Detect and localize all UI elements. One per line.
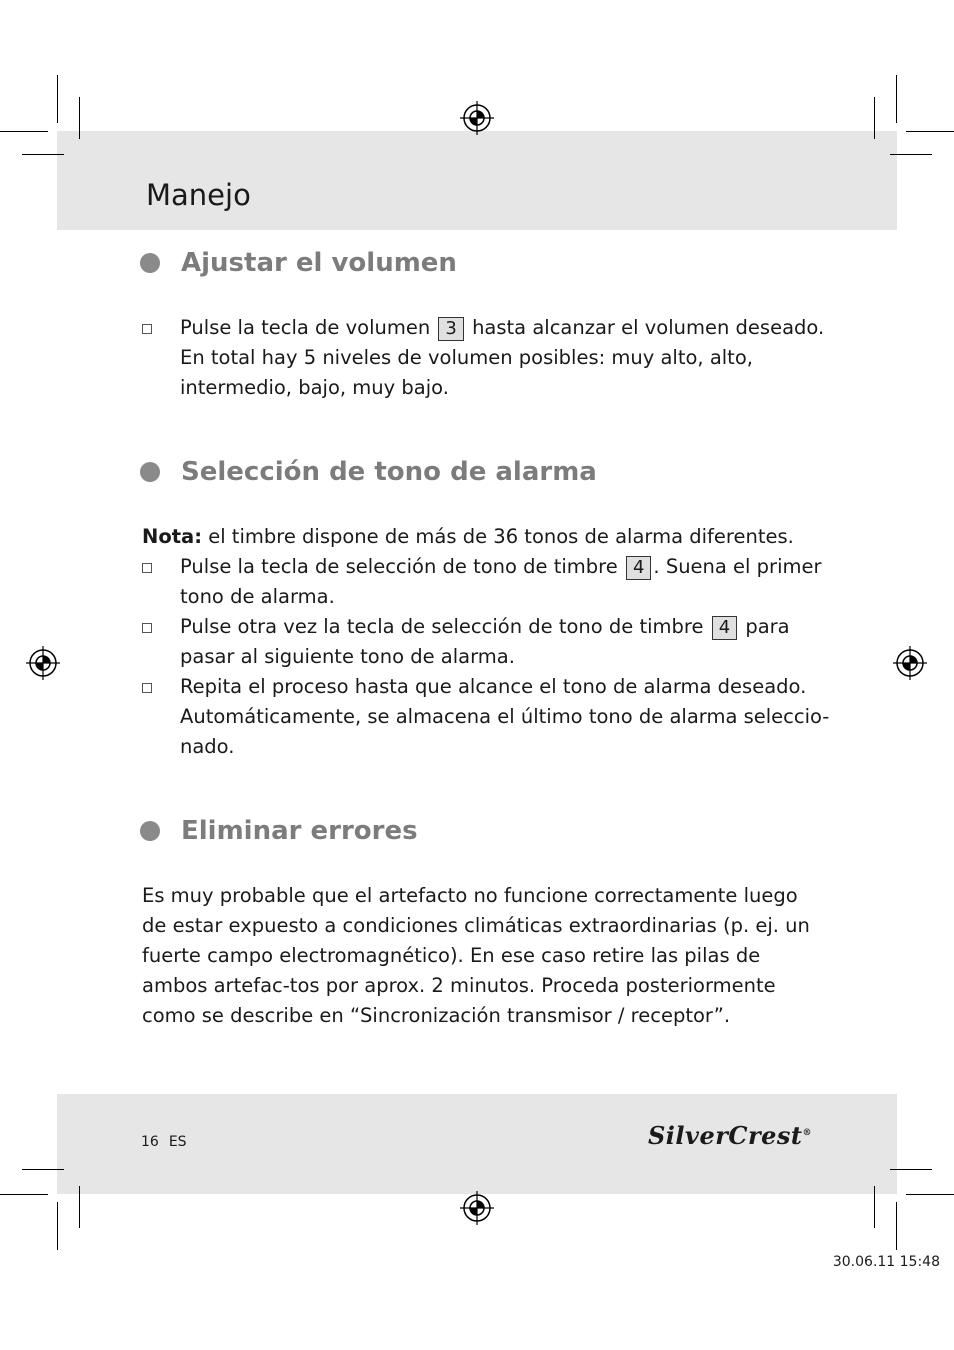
page-title: Manejo [146,178,251,212]
crop-mark [22,154,64,155]
registration-mark-icon [893,646,927,680]
section-heading-troubleshooting [140,816,418,846]
crop-mark [890,154,932,155]
note-label: Nota: [142,525,202,548]
crop-mark [79,1186,80,1228]
checkbox-square-icon [142,324,152,334]
crop-mark [0,1194,48,1195]
registration-mark-icon [26,646,60,680]
crop-mark [896,1202,897,1250]
crop-mark [890,1169,932,1170]
section-heading-text: Selección de tono de alarma [181,457,597,487]
registration-mark-icon [460,1191,494,1225]
crop-mark [906,1194,954,1195]
volume-steps-list [142,313,832,403]
section-heading-text: Ajustar el volumen [181,248,457,278]
crop-mark [57,75,58,123]
language-code: ES [168,1134,187,1150]
crop-mark [0,131,48,132]
registered-mark: ® [802,1128,812,1138]
bullet-dot-icon [140,821,160,841]
crop-mark [79,97,80,139]
section-heading-alarm-tone [140,457,597,487]
note-text: el timbre dispone de más de 36 tonos de alarma diferentes. [202,525,794,548]
section-heading-text: Eliminar errores [181,816,418,846]
key-reference: 3 [438,317,463,341]
list-item [142,672,832,762]
step-text: Pulse otra vez la tecla de selección de tono de timbre [180,615,710,638]
crop-mark [896,75,897,123]
section-heading-volume [140,248,457,278]
crop-mark [874,97,875,139]
checkbox-square-icon [142,623,152,633]
checkbox-square-icon [142,683,152,693]
alarm-tone-steps-list [142,552,832,762]
troubleshooting-paragraph: Es muy probable que el artefacto no funcione correctamente luego de estar expuesto a condiciones climáticas extraordinarias (p. ej. un fuerte campo electromagnético). En ese caso retire las pilas de ambos artefac-tos por aprox. 2 minutos. Proceda posteriormente como se describe en “Sincronización transmisor / receptor”. [142,884,810,1027]
list-item [142,313,832,403]
crop-mark [57,1202,58,1250]
page-number: 16 [141,1134,159,1150]
bullet-dot-icon [140,462,160,482]
key-reference: 4 [712,616,737,640]
print-timestamp: 30.06.11 15:48 [832,1254,940,1270]
step-text: Pulse la tecla de selección de tono de timbre [180,555,624,578]
bullet-dot-icon [140,253,160,273]
brand-name: SilverCrest [647,1121,803,1150]
list-item [142,612,832,672]
footer-page-info [141,1134,197,1150]
step-text: Pulse la tecla de volumen [180,316,437,339]
step-text: Repita el proceso hasta que alcance el tono de alarma deseado. Automáticamente, se almacena el último tono de alarma seleccio-nado. [180,675,830,758]
crop-mark [22,1169,64,1170]
list-item [142,552,832,612]
crop-mark [906,131,954,132]
step-text: . Suena el primer tono de alarma. [180,555,822,608]
step-text: hasta alcanzar el volumen deseado. En total hay 5 niveles de volumen posibles: muy alto, alto, intermedio, bajo, muy bajo. [180,316,825,399]
crop-mark [874,1186,875,1228]
brand-logo [648,1121,812,1150]
step-text: para pasar al siguiente tono de alarma. [180,615,790,668]
note-paragraph [142,522,822,552]
key-reference: 4 [626,556,651,580]
checkbox-square-icon [142,563,152,573]
registration-mark-icon [460,101,494,135]
